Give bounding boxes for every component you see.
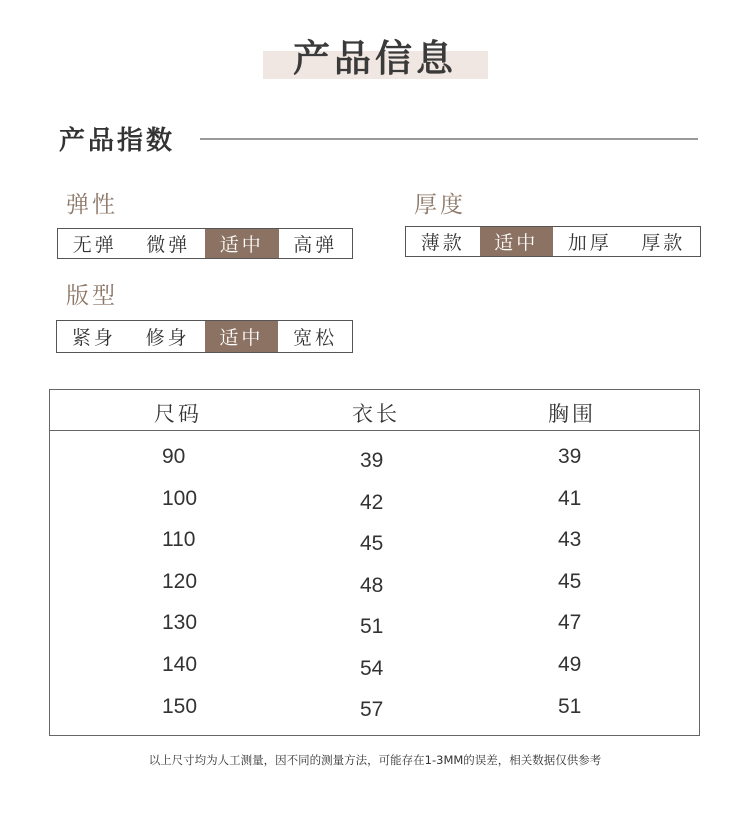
cell-chest: 49 <box>558 653 582 676</box>
thickness-label: 厚度 <box>414 192 466 218</box>
cell-length: 48 <box>360 574 384 597</box>
elasticity-option-selected: 适中 <box>205 229 279 258</box>
thickness-scale <box>405 226 701 257</box>
fit-option: 宽松 <box>293 327 338 349</box>
cell-chest: 45 <box>558 570 582 593</box>
fit-label: 版型 <box>66 283 118 309</box>
header-size: 尺码 <box>154 402 202 426</box>
cell-length: 54 <box>360 657 384 680</box>
cell-size: 140 <box>162 653 198 676</box>
cell-chest: 51 <box>558 695 582 718</box>
fit-scale <box>56 320 353 353</box>
cell-size: 120 <box>162 570 198 593</box>
cell-chest: 43 <box>558 528 582 551</box>
elasticity-option: 高弹 <box>293 234 338 256</box>
fit-option: 紧身 <box>71 327 116 349</box>
elasticity-scale <box>57 228 353 259</box>
thickness-option: 加厚 <box>567 232 612 254</box>
cell-size: 150 <box>162 695 198 718</box>
cell-chest: 39 <box>558 445 582 468</box>
page-title-area <box>0 22 750 82</box>
cell-length: 51 <box>360 615 384 638</box>
section-divider <box>200 138 698 140</box>
section-heading: 产品指数 <box>59 126 176 156</box>
elasticity-option: 无弹 <box>72 234 117 256</box>
cell-chest: 47 <box>558 611 582 634</box>
size-table <box>49 389 700 736</box>
cell-length: 45 <box>360 532 384 555</box>
thickness-option: 薄款 <box>420 232 465 254</box>
cell-length: 39 <box>360 449 384 472</box>
header-length: 衣长 <box>352 402 400 426</box>
cell-length: 42 <box>360 491 384 514</box>
thickness-option: 厚款 <box>641 232 686 254</box>
fit-option-selected: 适中 <box>205 321 279 352</box>
cell-size: 130 <box>162 611 198 634</box>
cell-size: 100 <box>162 487 198 510</box>
measurement-footnote: 以上尺寸均为人工测量，因不同的测量方法，可能存在1-3MM的误差，相关数据仅供参考 <box>148 753 602 767</box>
cell-size: 90 <box>162 445 186 468</box>
header-chest: 胸围 <box>548 402 596 426</box>
cell-size: 110 <box>162 528 196 551</box>
fit-option: 修身 <box>145 327 190 349</box>
size-table-header <box>50 390 699 431</box>
elasticity-option: 微弹 <box>146 234 191 256</box>
thickness-option-selected: 适中 <box>480 227 554 256</box>
elasticity-label: 弹性 <box>66 192 118 218</box>
page-title: 产品信息 <box>293 37 457 80</box>
cell-length: 57 <box>360 698 384 721</box>
cell-chest: 41 <box>558 487 582 510</box>
